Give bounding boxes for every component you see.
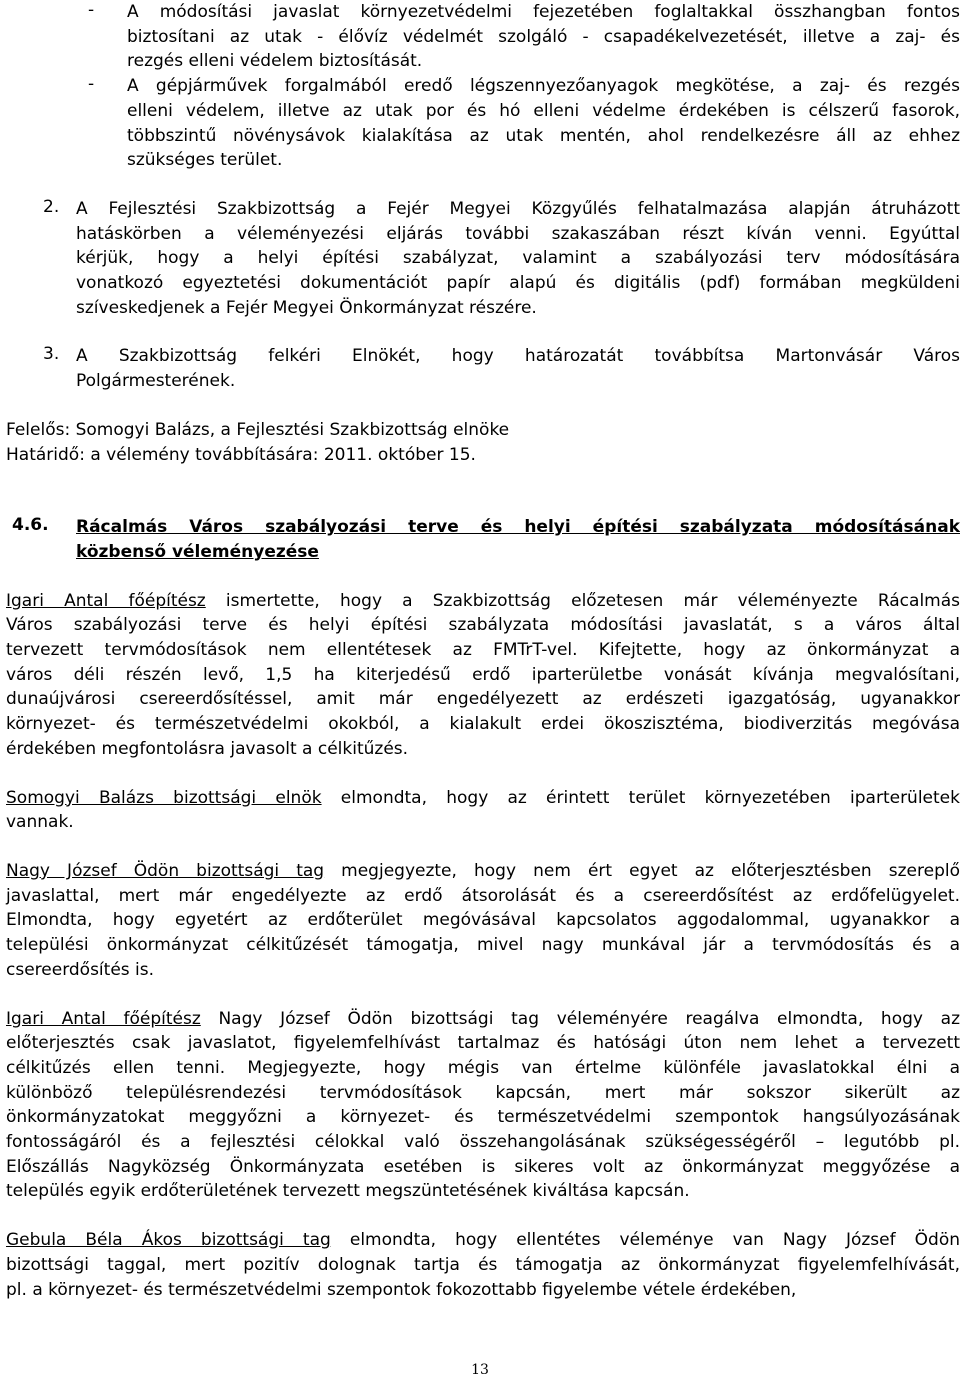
text-line: előterjesztés csak javaslatot, figyelemfelhívást tartalmaz és hatósági úton nem lehet a tervezett bbox=[6, 1033, 960, 1054]
text-line: A Szakbizottság felkéri Elnökét, hogy határozatát továbbítsa Martonvásár Város bbox=[76, 346, 960, 367]
section-heading bbox=[6, 515, 960, 564]
text-line: Előszállás Nagyközség Önkormányzata esetében is sikeres volt az önkormányzat meggyőzése a bbox=[6, 1156, 960, 1177]
text-line: bizottsági taggal, mert pozitív dolognak tartja és támogatja az önkormányzat figyelemfelhívását, bbox=[6, 1254, 960, 1275]
text-line: pl. a környezet- és természetvédelmi szempontok fokozottabb figyelembe vétele érdekében, bbox=[6, 1279, 797, 1300]
text-line: szíveskedjenek a Fejér Megyei Önkormányzat részére. bbox=[76, 297, 537, 318]
paragraph bbox=[6, 786, 960, 835]
numbered-item bbox=[6, 197, 960, 321]
section-number: 4.6. bbox=[12, 515, 49, 536]
paragraph-text: elmondta, hogy ellentétes véleménye van Nagy József Ödön bbox=[330, 1230, 960, 1251]
text-line bbox=[6, 1007, 960, 1032]
text-line: hatáskörben a véleményezési eljárás további szakaszában részt kíván venni. Egyúttal bbox=[76, 223, 960, 244]
text-line: A Fejlesztési Szakbizottság a Fejér Megyei Közgyűlés felhatalmazása alapján átruházott bbox=[76, 198, 960, 219]
bullet-marker: - bbox=[88, 0, 95, 20]
document-content bbox=[6, 0, 960, 1302]
responsible-line: Felelős: Somogyi Balázs, a Fejlesztési Szakbizottság elnöke bbox=[6, 419, 510, 440]
paragraph-text: megjegyezte, hogy nem ért egyet az előterjesztésben szereplő bbox=[324, 860, 960, 881]
speaker-name: Igari Antal főépítész bbox=[6, 590, 206, 611]
bullet-item bbox=[6, 0, 960, 74]
text-line: A módosítási javaslat környezetvédelmi fejezetében foglaltakkal összhangban fontos bbox=[127, 2, 960, 22]
text-line: rezgés elleni védelem biztosítását. bbox=[127, 51, 423, 72]
bullet-item bbox=[6, 74, 960, 173]
text-line bbox=[6, 859, 960, 884]
item-number: 3. bbox=[43, 344, 60, 365]
paragraph-text: Nagy József Ödön bizottsági tag véleményére reagálva elmondta, hogy az bbox=[200, 1008, 960, 1029]
section-title-line bbox=[76, 540, 960, 565]
text-line: önkormányzatokat meggyőzni a környezet- és természetvédelmi szempontok hangsúlyozásának bbox=[6, 1107, 960, 1128]
text-line: elleni védelem, illetve az utak por és hó elleni védelme érdekében is célszerű fasorok, bbox=[127, 100, 960, 121]
text-line: Polgármesterének. bbox=[76, 371, 236, 392]
text-line: szükséges terület. bbox=[127, 150, 283, 171]
text-line: többszintű növénysávok kialakítása az utak mentén, ahol rendelkezésre áll az ehhez bbox=[127, 125, 960, 146]
text-line: település egyik erdőterületének tervezett megszüntetésének kiváltása kapcsán. bbox=[6, 1181, 690, 1202]
paragraph bbox=[6, 859, 960, 983]
speaker-name: Somogyi Balázs bizottsági elnök bbox=[6, 787, 322, 808]
text-line bbox=[6, 786, 960, 811]
text-line: vannak. bbox=[6, 812, 74, 833]
speaker-name: Igari Antal főépítész bbox=[6, 1008, 201, 1029]
deadline-line: Határidő: a vélemény továbbítására: 2011. október 15. bbox=[6, 444, 476, 465]
section-title-text: közbenső véleményezése bbox=[76, 541, 319, 562]
text-line: dunaújvárosi csereerdősítéssel, amit már engedélyezett az erdészeti igazgatóság, ugyanakkor bbox=[6, 689, 960, 710]
section-title-text: Rácalmás Város szabályozási terve és helyi építési szabályzata módosításának bbox=[76, 517, 960, 538]
paragraph-text: ismertette, hogy a Szakbizottság előzetesen már véleményezte Rácalmás bbox=[205, 590, 960, 611]
speaker-name: Nagy József Ödön bizottsági tag bbox=[6, 860, 325, 881]
text-line: célkitűzés ellen tenni. Megjegyezte, hogy mégis van értelme különféle javaslatokkal élni a bbox=[6, 1057, 960, 1078]
paragraph-text: elmondta, hogy az érintett terület környezetében iparterületek bbox=[321, 787, 960, 808]
bullet-marker: - bbox=[88, 74, 95, 95]
page-number: 13 bbox=[471, 1362, 489, 1378]
text-line: Elmondta, hogy egyetért az erdőterület megóvásával kapcsolatos aggodalommal, ugyanakkor a bbox=[6, 910, 960, 931]
text-line: fontosságáról és a fejlesztési célokkal való összehangolásának szükségességéről – legutóbb pl. bbox=[6, 1132, 960, 1153]
item-number: 2. bbox=[43, 196, 60, 217]
text-line: vonatkozó egyeztetési dokumentációt papír alapú és digitális (pdf) formában megküldeni bbox=[76, 273, 960, 294]
text-line: környezet- és természetvédelmi okokból, a kialakult erdei ökoszisztéma, biodiverzitás megóvása bbox=[6, 714, 960, 735]
text-line: A gépjárművek forgalmából eredő légszennyezőanyagok megkötése, a zaj- és rezgés bbox=[127, 76, 960, 97]
numbered-item bbox=[6, 344, 960, 393]
text-line: Város szabályozási terve és helyi építési szabályzata módosítási javaslatát, s a város által bbox=[6, 615, 960, 636]
text-line bbox=[6, 1228, 960, 1253]
text-line bbox=[6, 589, 960, 614]
paragraph bbox=[6, 1228, 960, 1302]
text-line: csereerdősítés is. bbox=[6, 959, 155, 980]
text-line: települési önkormányzat célkitűzését támogatja, mivel nagy munkával jár a tervmódosítás és a bbox=[6, 935, 960, 956]
text-line: kérjük, hogy a helyi építési szabályzat, valamint a szabályozási terv módosítására bbox=[76, 248, 960, 269]
text-line: város déli részén levő, 1,5 ha kiterjedésű erdő iparterületbe vonását kívánja megvalósítani, bbox=[6, 664, 960, 685]
text-line: biztosítani az utak - élővíz védelmét szolgáló - csapadékelvezetését, illetve a zaj- és bbox=[127, 26, 960, 47]
text-line: különböző településrendezési tervmódosítások kapcsán, mert már sokszor sikerült az bbox=[6, 1082, 960, 1103]
paragraph bbox=[6, 1007, 960, 1205]
section-title-line bbox=[76, 515, 960, 540]
speaker-name: Gebula Béla Ákos bizottsági tag bbox=[6, 1230, 331, 1251]
text-line: javaslattal, mert már engedélyezte az erdő átsorolását és a csereerdősítést az erdőfelügyelet. bbox=[6, 885, 960, 906]
text-line: érdekében megfontolásra javasolt a célkitűzés. bbox=[6, 738, 409, 759]
paragraph bbox=[6, 589, 960, 762]
text-line: tervezett tervmódosítások nem ellentétesek az FMTrT-vel. Kifejtette, hogy az önkormányzat a bbox=[6, 640, 960, 661]
